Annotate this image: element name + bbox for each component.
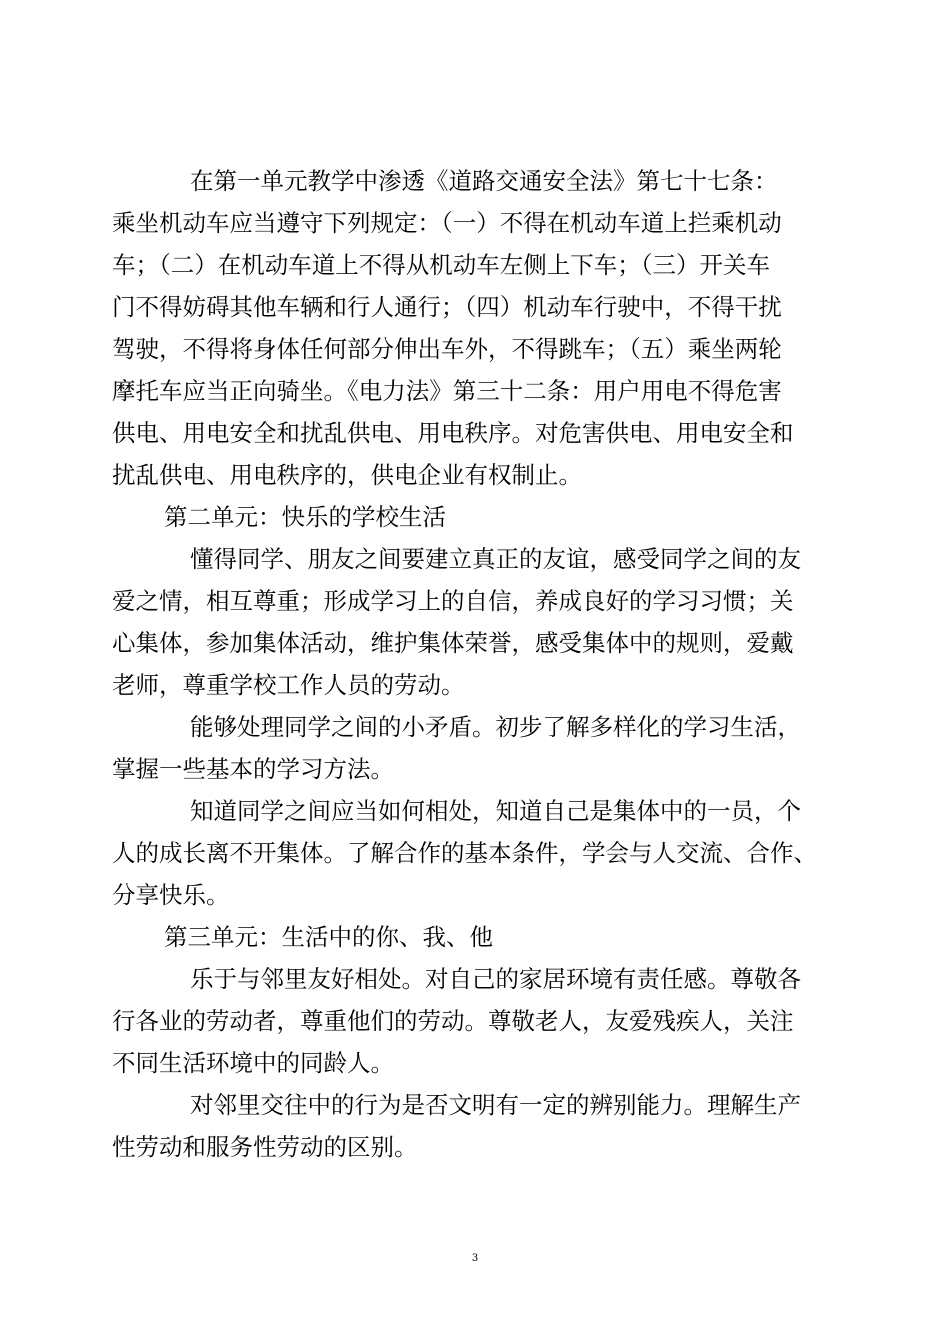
paragraph-line: 扰乱供电、用电秩序的，供电企业有权制止。: [112, 461, 582, 489]
page-number: 3: [471, 1253, 479, 1264]
paragraph-line: 掌握一些基本的学习方法。: [112, 755, 394, 783]
paragraph-line: 供电、用电安全和扰乱供电、用电秩序。对危害供电、用电安全和: [112, 419, 794, 447]
section-heading: 第二单元：快乐的学校生活: [164, 503, 446, 531]
section-heading: 第三单元：生活中的你、我、他: [164, 923, 493, 951]
paragraph-line: 心集体，参加集体活动，维护集体荣誉，感受集体中的规则，爱戴: [112, 629, 794, 657]
paragraph-line: 不同生活环境中的同龄人。: [112, 1049, 394, 1077]
paragraph-line: 对邻里交往中的行为是否文明有一定的辨别能力。理解生产: [190, 1091, 801, 1119]
paragraph-line: 摩托车应当正向骑坐。《电力法》第三十二条：用户用电不得危害: [112, 377, 782, 405]
paragraph-line: 门不得妨碍其他车辆和行人通行；（四）机动车行驶中，不得干扰: [112, 293, 782, 321]
paragraph-line: 人的成长离不开集体。了解合作的基本条件，学会与人交流、合作、: [112, 839, 817, 867]
paragraph-line: 性劳动和服务性劳动的区别。: [112, 1133, 418, 1161]
paragraph-line: 懂得同学、朋友之间要建立真正的友谊，感受同学之间的友: [190, 545, 801, 573]
paragraph-line: 车；（二）在机动车道上不得从机动车左侧上下车；（三）开关车: [112, 251, 770, 279]
paragraph-line: 乘坐机动车应当遵守下列规定：（一）不得在机动车道上拦乘机动: [112, 209, 782, 237]
paragraph-line: 在第一单元教学中渗透《道路交通安全法》第七十七条：: [190, 167, 778, 195]
paragraph-line: 知道同学之间应当如何相处，知道自己是集体中的一员，个: [190, 797, 801, 825]
paragraph-line: 行各业的劳动者，尊重他们的劳动。尊敬老人，友爱残疾人，关注: [112, 1007, 794, 1035]
paragraph-line: 老师，尊重学校工作人员的劳动。: [112, 671, 465, 699]
paragraph-line: 爱之情，相互尊重；形成学习上的自信，养成良好的学习习惯；关: [112, 587, 794, 615]
paragraph-line: 驾驶，不得将身体任何部分伸出车外，不得跳车；（五）乘坐两轮: [112, 335, 782, 363]
paragraph-line: 乐于与邻里友好相处。对自己的家居环境有责任感。尊敬各: [190, 965, 801, 993]
body-text: [112, 160, 840, 1168]
paragraph-line: 能够处理同学之间的小矛盾。初步了解多样化的学习生活，: [190, 713, 801, 741]
paragraph-line: 分享快乐。: [112, 881, 230, 909]
